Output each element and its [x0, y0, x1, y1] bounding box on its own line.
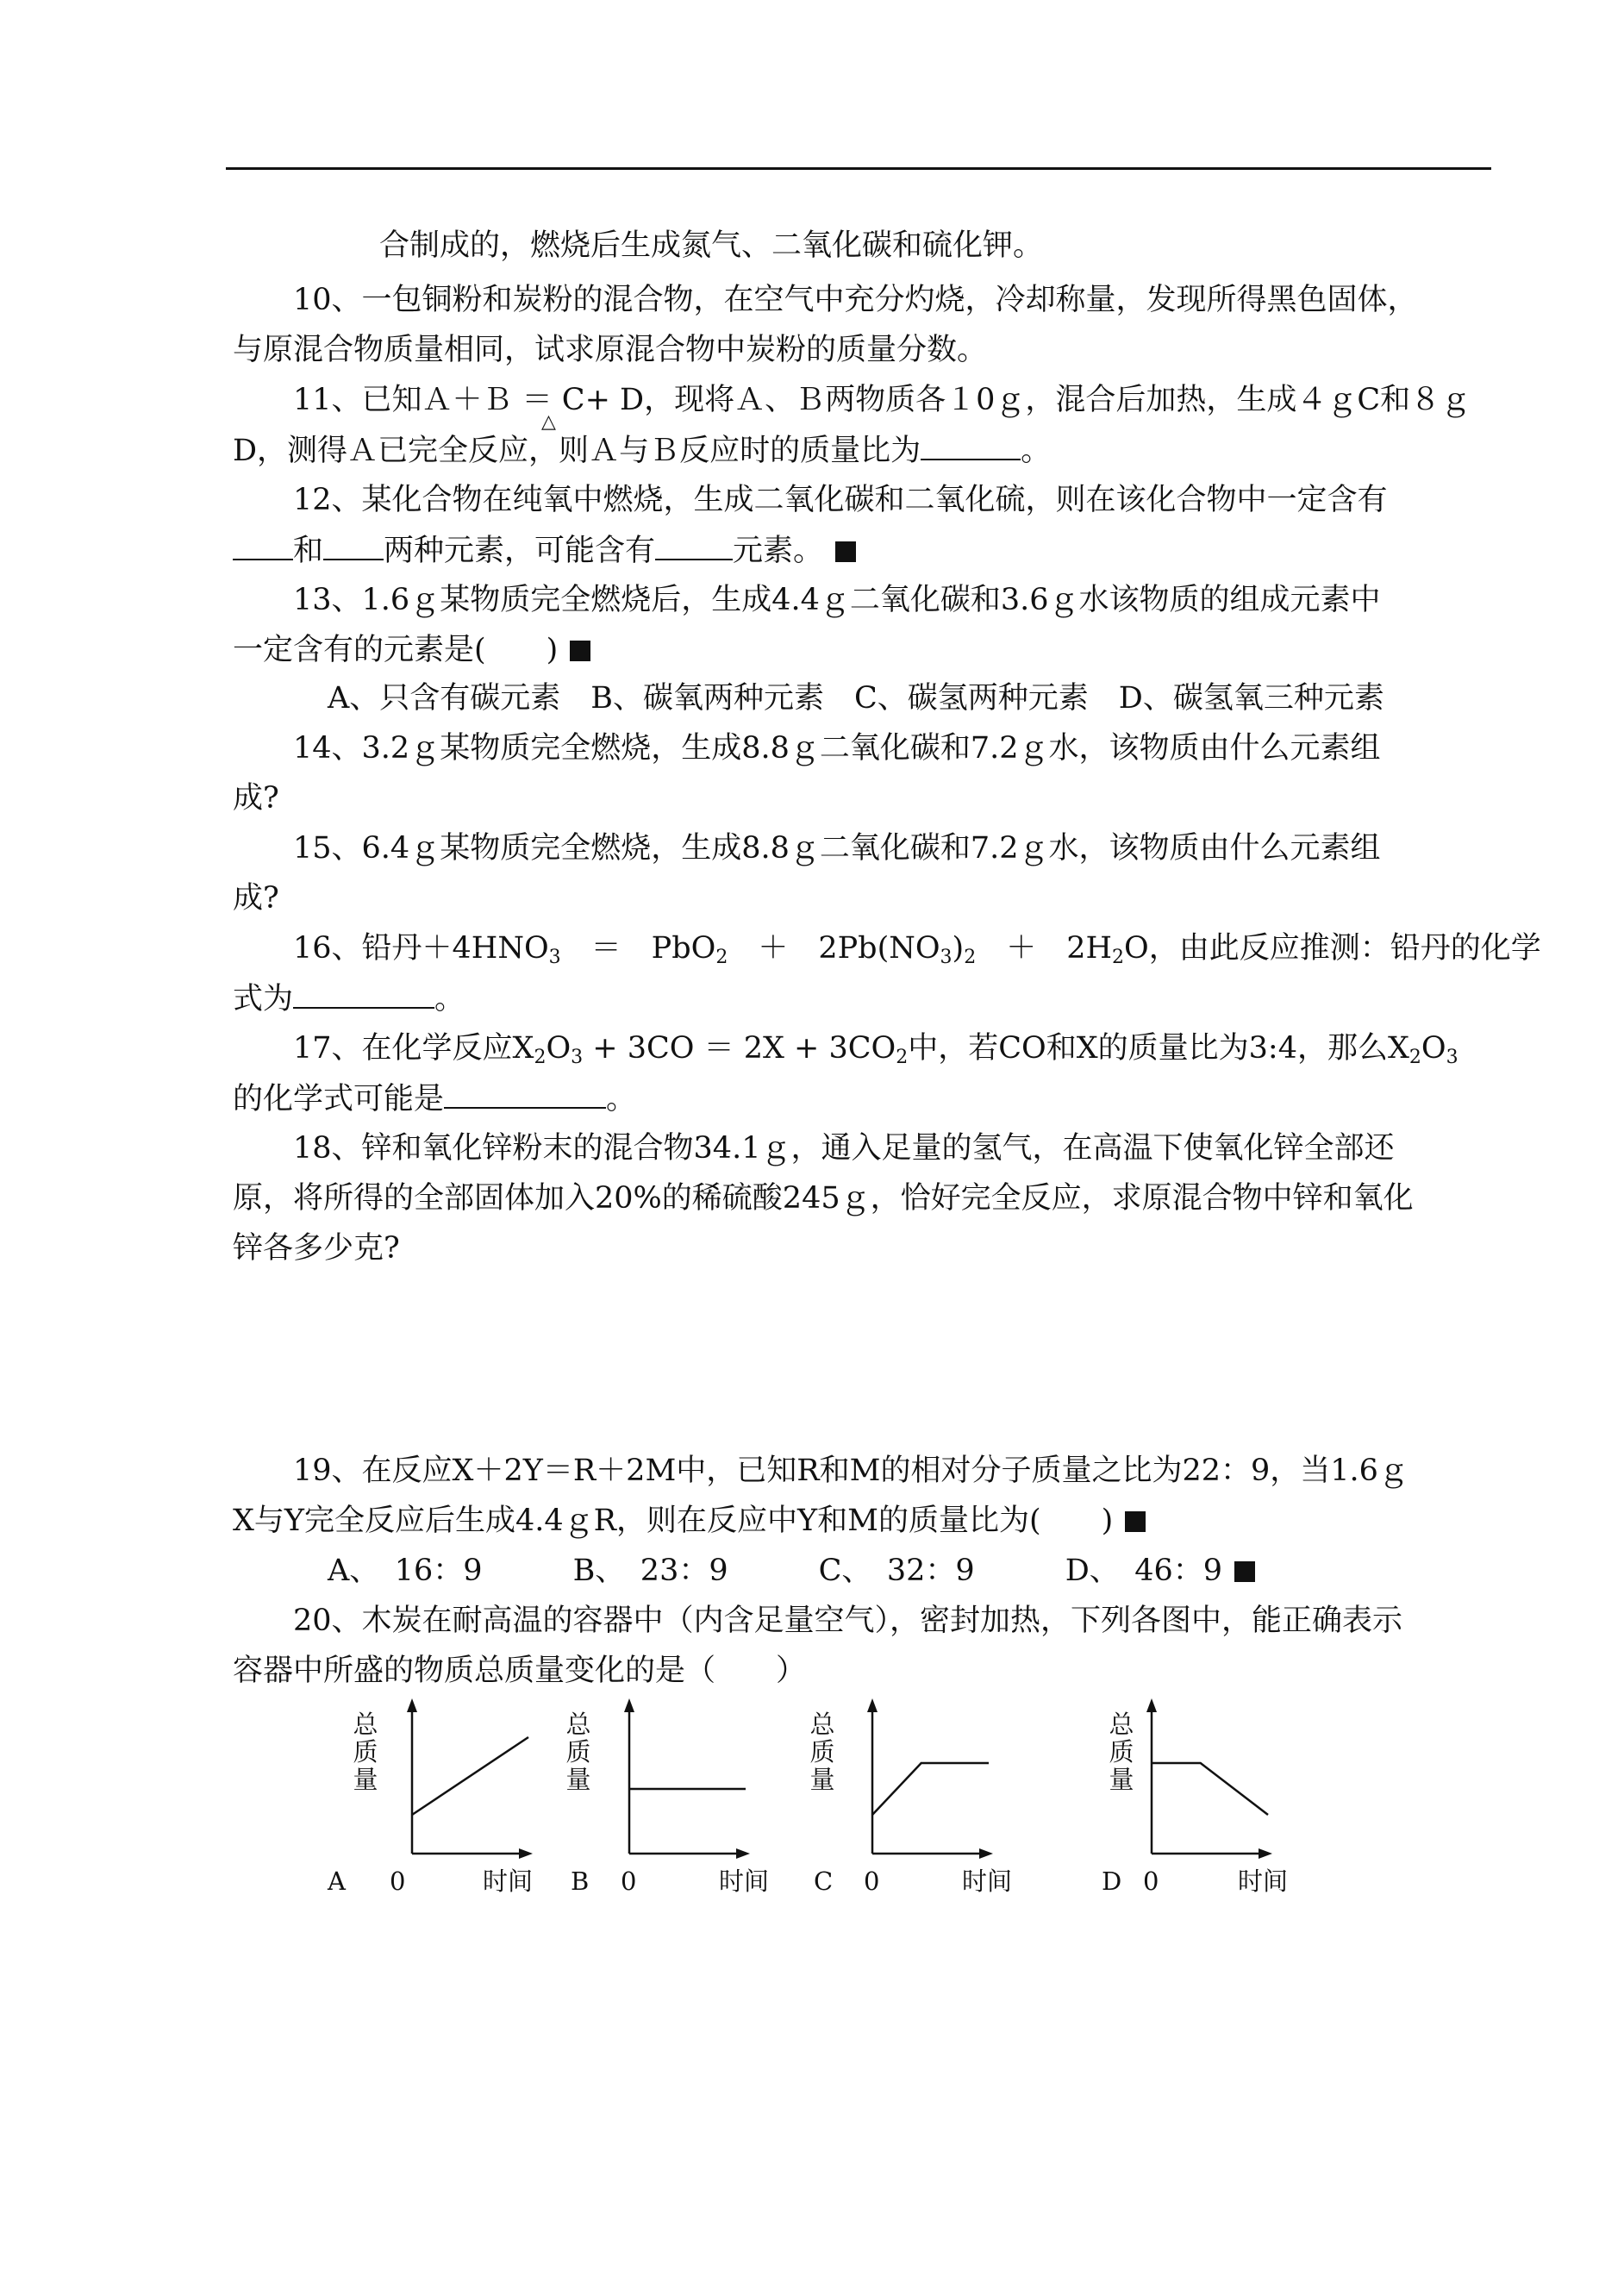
question-11-line-2: D，测得Ａ已完全反应，则Ａ与Ｂ反应时的质量比为 。: [233, 434, 1052, 468]
question-11-line-1: 11、已知Ａ＋Ｂ ＝ C+ D，现将Ａ、Ｂ两物质各１0ｇ，混合后加热，生成４ｇC和８ｇ: [293, 383, 1471, 417]
question-10-line-2: 与原混合物质量相同，试求原混合物中炭粉的质量分数。: [233, 333, 988, 367]
graph-a-line: [412, 1737, 528, 1815]
question-19-options: A、 16：9 B、 23：9 C、 32：9 D、 46：9: [328, 1554, 1255, 1588]
graph-c-xlabel: 时间: [962, 1867, 1013, 1896]
question-12-line-1: 12、某化合物在纯氧中燃烧，生成二氧化碳和二氧化硫，则在该化合物中一定含有: [293, 483, 1388, 517]
graph-b-xlabel: 时间: [719, 1867, 770, 1896]
graph-b-ylabel: 总 质 量: [565, 1710, 591, 1794]
graph-c-y-arrow: [867, 1698, 878, 1712]
heating-triangle-symbol: △: [541, 411, 556, 433]
question-15-line-1: 15、6.4ｇ某物质完全燃烧，生成8.8ｇ二氧化碳和7.2ｇ水，该物质由什么元素组: [293, 831, 1381, 866]
answer-blank[interactable]: [323, 533, 384, 560]
question-13-options: A、只含有碳元素 B、碳氧两种元素 C、碳氢两种元素 D、碳氢氧三种元素: [328, 681, 1384, 716]
question-13-line-2: 一定含有的元素是( ): [233, 633, 590, 667]
answer-blank[interactable]: [921, 433, 1021, 460]
graph-b-option-label: B: [571, 1867, 590, 1896]
graph-a-option-label: A: [328, 1867, 346, 1896]
text-line-continuation: 合制成的，燃烧后生成氮气、二氧化碳和硫化钾。: [379, 228, 1044, 263]
graph-b-x-arrow: [736, 1848, 750, 1859]
end-square-mark: [835, 541, 856, 562]
question-19-line-1: 19、在反应X＋2Y＝R＋2M中，已知R和M的相对分子质量之比为22：9，当1.6ｇ: [293, 1454, 1409, 1488]
graph-a-xlabel: 时间: [483, 1867, 534, 1896]
graph-d-x-arrow: [1259, 1848, 1272, 1859]
question-14-line-1: 14、3.2ｇ某物质完全燃烧，生成8.8ｇ二氧化碳和7.2ｇ水，该物质由什么元素组: [293, 731, 1381, 766]
graph-d-option-label: D: [1102, 1867, 1122, 1896]
answer-blank[interactable]: [293, 981, 434, 1009]
answer-blank[interactable]: [444, 1081, 606, 1109]
question-14-line-2: 成?: [233, 781, 279, 816]
question-19-line-2: X与Y完全反应后生成4.4ｇR，则在反应中Y和M的质量比为( ): [233, 1504, 1146, 1538]
graph-d-line: [1152, 1763, 1268, 1815]
question-18-line-3: 锌各多少克?: [233, 1231, 400, 1266]
graph-d-origin-label: 0: [1143, 1867, 1159, 1896]
graph-c-origin-label: 0: [864, 1867, 880, 1896]
answer-blank[interactable]: [233, 533, 293, 560]
graph-c-ylabel: 总 质 量: [809, 1710, 835, 1794]
question-12-line-2: 和 两种元素，可能含有 元素。: [233, 533, 856, 568]
question-20-line-1: 20、木炭在耐高温的容器中（内含足量空气），密封加热，下列各图中，能正确表示: [293, 1604, 1403, 1638]
graph-a-y-arrow: [407, 1698, 417, 1712]
question-18-line-1: 18、锌和氧化锌粉末的混合物34.1ｇ，通入足量的氢气，在高温下使氧化锌全部还: [293, 1131, 1395, 1166]
end-square-mark: [570, 641, 590, 661]
graph-a-x-arrow: [519, 1848, 533, 1859]
graph-c-line: [872, 1763, 989, 1815]
question-15-line-2: 成?: [233, 881, 279, 916]
question-16-line-1: 16、铅丹$+4HNO_3$ ＝ PbO$_2$ ＋ $2Pb(NO_3)_2$ ＋ $2H_2O$，由此反应推测：铅丹的化学: [293, 931, 1541, 968]
graph-d-y-arrow: [1146, 1698, 1157, 1712]
question-16-line-2: 式为 。: [233, 982, 465, 1016]
graph-c-x-arrow: [979, 1848, 993, 1859]
graph-d-xlabel: 时间: [1238, 1867, 1289, 1896]
header-rule: [226, 167, 1491, 170]
answer-graphs: [310, 1690, 1345, 1905]
question-17-line-1: 17、在化学反应$X_2O_3 + 3CO = 2X + 3CO_2$中，若CO和X的质量比为3:4，那么$X_2O_3$: [293, 1031, 1458, 1068]
end-square-mark: [1125, 1511, 1146, 1532]
question-13-line-1: 13、1.6ｇ某物质完全燃烧后，生成4.4ｇ二氧化碳和3.6ｇ水该物质的组成元素中: [293, 583, 1381, 617]
question-10-line-1: 10、一包铜粉和炭粉的混合物，在空气中充分灼烧，冷却称量，发现所得黑色固体，: [293, 283, 1418, 317]
graph-b-y-arrow: [624, 1698, 634, 1712]
graph-b-origin-label: 0: [621, 1867, 637, 1896]
question-17-line-2: 的化学式可能是 。: [233, 1082, 637, 1116]
graph-c-option-label: C: [814, 1867, 834, 1896]
graph-a-origin-label: 0: [390, 1867, 406, 1896]
answer-blank[interactable]: [655, 533, 733, 560]
question-20-line-2: 容器中所盛的物质总质量变化的是（ ）: [233, 1654, 807, 1688]
end-square-mark: [1234, 1561, 1255, 1582]
question-18-line-2: 原，将所得的全部固体加入20%的稀硫酸245ｇ，恰好完全反应，求原混合物中锌和氧化: [233, 1181, 1414, 1216]
graph-a-ylabel: 总 质 量: [353, 1710, 378, 1794]
graph-d-ylabel: 总 质 量: [1109, 1710, 1134, 1794]
